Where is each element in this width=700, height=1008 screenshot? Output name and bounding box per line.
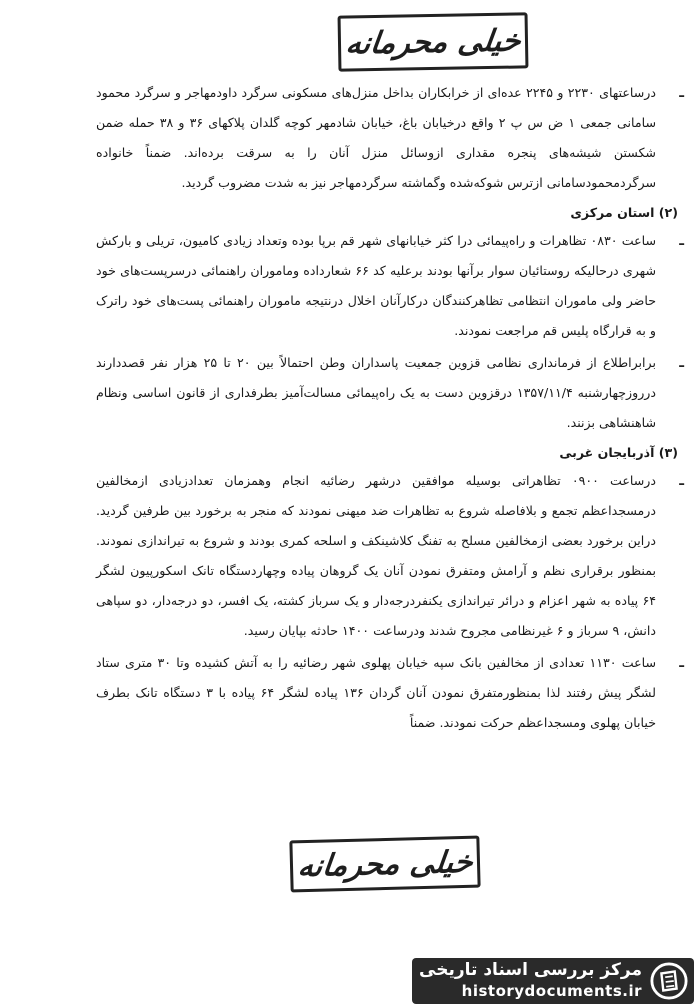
section-heading: (۲) استان مرکزی bbox=[570, 205, 678, 220]
report-item-text: درساعت ۰۹۰۰ تظاهراتی بوسیله موافقین درشهر رضائیه انجام وهمزمان تعدادزیادی ازمخالفین درمسجداعظم تجمع و بلافاصله شروع به تظاهرات ضد میهنی نمودند که منجر به برخورد بین طرفین گردید. دراین برخورد بعضی ازمخالفین مسلح به تفنگ کلاشینکف و اسلحه کمری بودند و شروع به تیراندازی نمودند. بمنظور برقراری نظم و آرامش ومتفرق نمودن آنان یک گروهان پیاده وچهاردستگاه تانک اسکورپیون لشگر ۶۴ پیاده به شهر اعزام و درائر تیراندازی یکنفردرجه‌دار و یک سرباز کشته، یک افسر، دو درجه‌دار، دو سپاهی دانش، ۹ سرباز و ۶ غیرنظامی مجروح شدند ودرساعت ۱۴۰۰ حادثه بپایان رسید. bbox=[96, 473, 656, 638]
section-west-azerbaijan bbox=[96, 440, 684, 738]
classification-stamp-bottom bbox=[289, 836, 480, 893]
bullet-dash-icon: ـ bbox=[679, 473, 684, 489]
report-item-text: برابراطلاع از فرمانداری نظامی قزوین جمعیت پاسداران وطن احتمالاً بین ۲۰ تا ۲۵ هزار نفر قصددارند درروزچهارشنبه ۱۳۵۷/۱۱/۴ درقزوین دست به یک راه‌پیمائی مسالت‌آمیز بطرفداری از قانون اساسی ونظام شاهنشاهی بزنند. bbox=[96, 355, 656, 430]
report-item-text: ساعت ۱۱۳۰ تعدادی از مخالفین بانک سپه خیابان پهلوی شهر رضائیه را به آتش کشیده وتا ۳۰ متری ستاد لشگر پیش رفتند لذا بمنظورمتفرق نمودن آنان گردان ۱۳۶ پیاده لشگر ۶۴ پیاده با ۳ دستگاه تانک بطرف خیابان پهلوی ومسجداعظم حرکت نمودند. ضمناً bbox=[96, 655, 657, 730]
bullet-dash-icon: ـ bbox=[679, 655, 684, 671]
report-item bbox=[96, 78, 684, 198]
section-heading: (۳) آذربایجان غربی bbox=[559, 445, 678, 460]
archive-url: historydocuments.ir bbox=[461, 982, 642, 1000]
classification-stamp-top bbox=[338, 12, 529, 71]
report-item-text: درساعتهای ۲۲۳۰ و ۲۲۴۵ عده‌ای از خرابکاران بداخل منزل‌های مسکونی سرگرد داودمهاجر و سرگرد محمود سامانی جمعی ۱ ض س پ ۲ واقع درخیابان باغ، خیابان شادمهر کوچه گلدان پلاکهای ۳۶ و ۳۸ حمله ضمن شکستن شیشه‌های پنجره مقداری ازوسائل منزل آنان را به سرقت برده‌اند. ضمناً خانواده سرگردمحمودسامانی ازترس شوکه‌شده وگماشته سرگردمهاجر نیز به شدت مضروب گردید. bbox=[96, 85, 656, 190]
report-item bbox=[96, 466, 684, 646]
archive-emblem-icon bbox=[650, 962, 688, 1000]
stamp-text: خیلی محرمانه bbox=[343, 22, 523, 62]
report-item bbox=[96, 348, 684, 438]
stamp-text: خیلی محرمانه bbox=[295, 844, 475, 884]
archive-title: مرکز بررسی اسناد تاریخی bbox=[419, 960, 642, 980]
report-item-text: ساعت ۰۸۳۰ تظاهرات و راه‌پیمائی درا کثر خیابانهای شهر قم برپا بوده وتعداد زیادی کامیون، تریلی و بارکش شهری درحالیکه روستائیان سوار برآنها بودند برعلیه کد ۶۶ شعارداده وماموران راهنمائی درسرپست‌های خود حاضر ولی ماموران انتظامی تظاهرکنندگان درکارآنان اخلال درنتیجه ماموران راهنمائی پست‌های خود راترک و به قرارگاه پلیس قم مراجعت نمودند. bbox=[96, 233, 657, 338]
bullet-dash-icon: ـ bbox=[679, 233, 684, 249]
report-item bbox=[96, 226, 684, 346]
archive-watermark-logo bbox=[412, 958, 694, 1004]
section-markazi bbox=[96, 200, 684, 438]
bullet-dash-icon: ـ bbox=[679, 85, 684, 101]
document-body bbox=[96, 78, 684, 740]
report-item bbox=[96, 648, 684, 738]
bullet-dash-icon: ـ bbox=[679, 355, 684, 371]
